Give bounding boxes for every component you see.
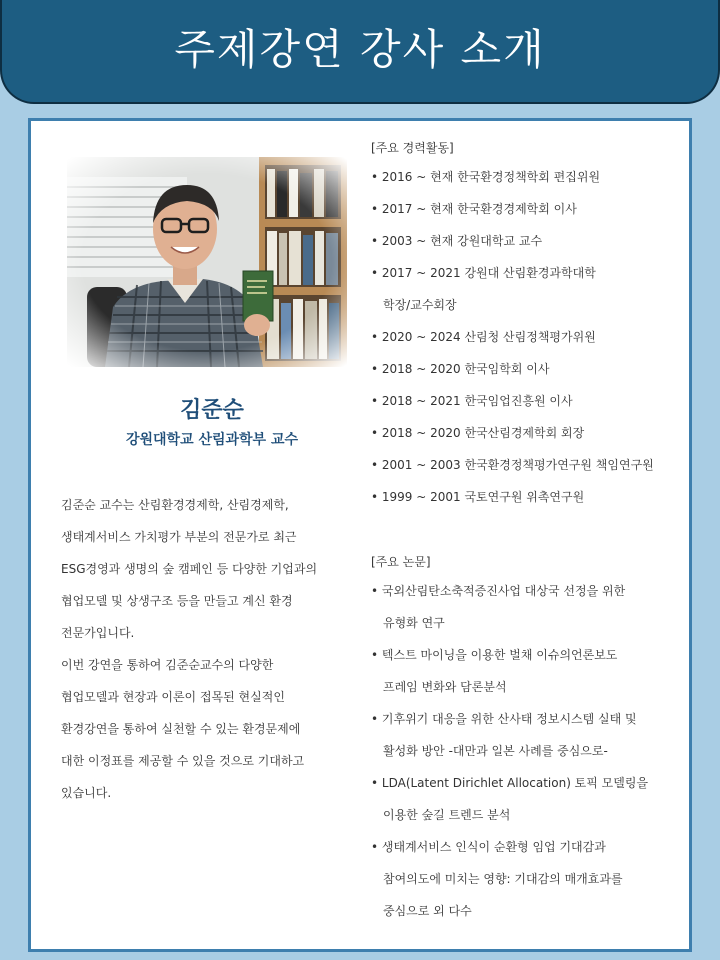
speaker-details — [371, 135, 691, 927]
career-item: • 2017 ~ 현재 한국환경경제학회 이사 — [371, 202, 577, 216]
papers-list — [371, 575, 691, 927]
speaker-card — [28, 118, 692, 952]
bio-line: 생태계서비스 가치평가 부분의 전문가로 최근 — [61, 530, 297, 544]
bio-line: 김준순 교수는 산림환경경제학, 산림경제학, — [61, 498, 289, 512]
career-item: • 1999 ~ 2001 국토연구원 위촉연구원 — [371, 490, 585, 504]
paper-item-continued: 활성화 방안 -대만과 일본 사례를 중심으로- — [383, 744, 608, 758]
career-item: • 2016 ~ 현재 한국환경정책학회 편집위원 — [371, 170, 601, 184]
paper-item: • LDA(Latent Dirichlet Allocation) 토픽 모델링을 — [371, 776, 649, 790]
career-item: • 2018 ~ 2020 한국산림경제학회 회장 — [371, 426, 585, 440]
career-item: • 2018 ~ 2020 한국임학회 이사 — [371, 362, 550, 376]
career-item: • 2018 ~ 2021 한국임업진흥원 이사 — [371, 394, 573, 408]
speaker-bio — [61, 489, 361, 809]
speaker-photo-illustration — [67, 157, 347, 367]
career-section-title: [주요 경력활동] — [371, 141, 454, 155]
career-item-continued: 학장/교수회장 — [383, 298, 457, 312]
bio-line: 협업모델과 현장과 이론이 접목된 현실적인 — [61, 690, 285, 704]
bio-line: 이번 강연을 통하여 김준순교수의 다양한 — [61, 658, 274, 672]
paper-item-continued: 프레임 변화와 담론분석 — [383, 680, 507, 694]
bio-line: 협업모델 및 상생구조 등을 만들고 계신 환경 — [61, 594, 293, 608]
speaker-name: 김준순 — [180, 398, 244, 423]
paper-item-continued: 이용한 숲길 트렌드 분석 — [383, 808, 511, 822]
speaker-photo — [67, 157, 347, 367]
bio-line: ESG경영과 생명의 숲 캠페인 등 다양한 기업과의 — [61, 562, 318, 576]
bio-line: 환경강연을 통하여 실천할 수 있는 환경문제에 — [61, 722, 301, 736]
paper-item: • 생태계서비스 인식이 순환형 임업 기대감과 — [371, 840, 606, 854]
paper-item-continued: 중심으로 외 다수 — [383, 904, 472, 918]
career-item: • 2001 ~ 2003 한국환경정책평가연구원 책임연구원 — [371, 458, 654, 472]
paper-item-continued: 참여의도에 미치는 영향: 기대감의 매개효과를 — [383, 872, 623, 886]
bio-line: 전문가입니다. — [61, 626, 135, 640]
career-item: • 2017 ~ 2021 강원대 산림환경과학대학 — [371, 266, 596, 280]
page-title: 주제강연 강사 소개 — [174, 25, 546, 74]
career-item: • 2020 ~ 2024 산림청 산림정책평가위원 — [371, 330, 596, 344]
speaker-affiliation: 강원대학교 산림과학부 교수 — [125, 432, 299, 448]
paper-item-continued: 유형화 연구 — [383, 616, 445, 630]
paper-item: • 텍스트 마이닝을 이용한 벌채 이슈의언론보도 — [371, 648, 618, 662]
paper-item: • 기후위기 대응을 위한 산사태 정보시스템 실태 및 — [371, 712, 637, 726]
career-list — [371, 161, 691, 513]
papers-section-title: [주요 논문] — [371, 555, 431, 569]
bio-line: 대한 이정표를 제공할 수 있을 것으로 기대하고 — [61, 754, 305, 768]
career-item: • 2003 ~ 현재 강원대학교 교수 — [371, 234, 543, 248]
header-banner — [0, 0, 720, 104]
bio-line: 있습니다. — [61, 786, 112, 800]
paper-item: • 국외산림탄소축적증진사업 대상국 선정을 위한 — [371, 584, 626, 598]
